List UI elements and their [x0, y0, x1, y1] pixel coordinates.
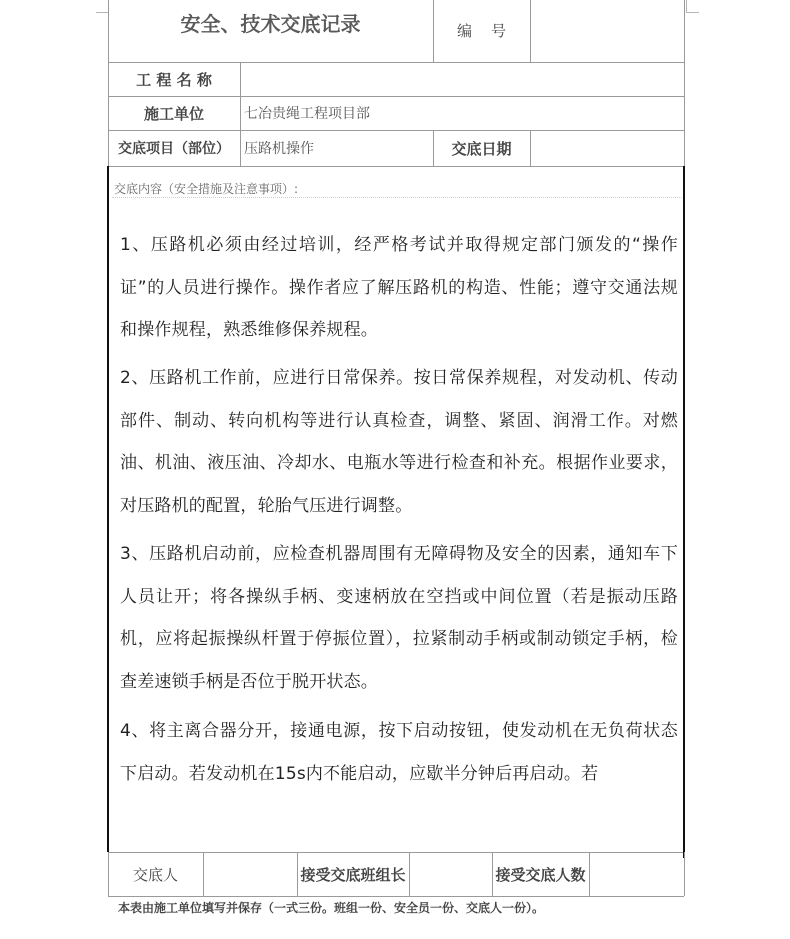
- footer-note: 本表由施工单位填写并保存（一式三份。班组一份、安全员一份、交底人一份）。: [118, 901, 545, 915]
- item-field[interactable]: 压路机操作: [244, 141, 314, 157]
- corner-mark-right: [686, 0, 699, 13]
- number-label: 编 号: [456, 21, 507, 40]
- content-label: 交底内容（安全措施及注意事项）:: [114, 182, 299, 196]
- team-leader-label: 接受交底班组长: [300, 865, 406, 884]
- receiver-count-label: 接受交底人数: [495, 865, 586, 884]
- content-paragraph: 4、将主离合器分开，接通电源，按下启动按钮，使发动机在无负荷状态下启动。若发动机在15s内不能启动，应歇半分钟后再启动。若: [120, 721, 678, 784]
- number-field[interactable]: [534, 0, 682, 62]
- project-name-label: 工 程 名 称: [136, 70, 212, 89]
- date-field[interactable]: [534, 130, 682, 166]
- content-paragraph: 2、压路机工作前，应进行日常保养。按日常保养规程，对发动机、传动部件、制动、转向机构等进行认真检查，调整、紧固、润滑工作。对燃油、机油、液压油、冷却水、电瓶水等进行检查和补充。根据作业要求，对压路机的配置，轮胎气压进行调整。: [120, 368, 678, 516]
- construction-unit-label: 施工单位: [143, 104, 204, 123]
- discloser-field[interactable]: [206, 852, 295, 896]
- team-leader-field[interactable]: [412, 852, 490, 896]
- date-label: 交底日期: [451, 139, 512, 158]
- content-paragraph: 3、压路机启动前，应检查机器周围有无障碍物及安全的因素，通知车下人员让开；将各操纵手柄、变速柄放在空挡或中间位置（若是振动压路机，应将起振操纵杆置于停振位置），拉紧制动手柄或制动锁定手柄，检查差速锁手柄是否位于脱开状态。: [120, 544, 678, 692]
- discloser-label: 交底人: [132, 865, 178, 884]
- construction-unit-field[interactable]: 七冶贵绳工程项目部: [244, 106, 370, 122]
- page-title: 安全、技术交底记录: [180, 11, 361, 36]
- project-name-field[interactable]: [244, 62, 680, 96]
- item-label: 交底项目（部位）: [118, 141, 230, 157]
- receiver-count-field[interactable]: [592, 852, 682, 896]
- content-paragraph: 1、压路机必须由经过培训，经严格考试并取得规定部门颁发的“操作证”的人员进行操作。操作者应了解压路机的构造、性能；遵守交通法规和操作规程，熟悉维修保养规程。: [120, 235, 678, 340]
